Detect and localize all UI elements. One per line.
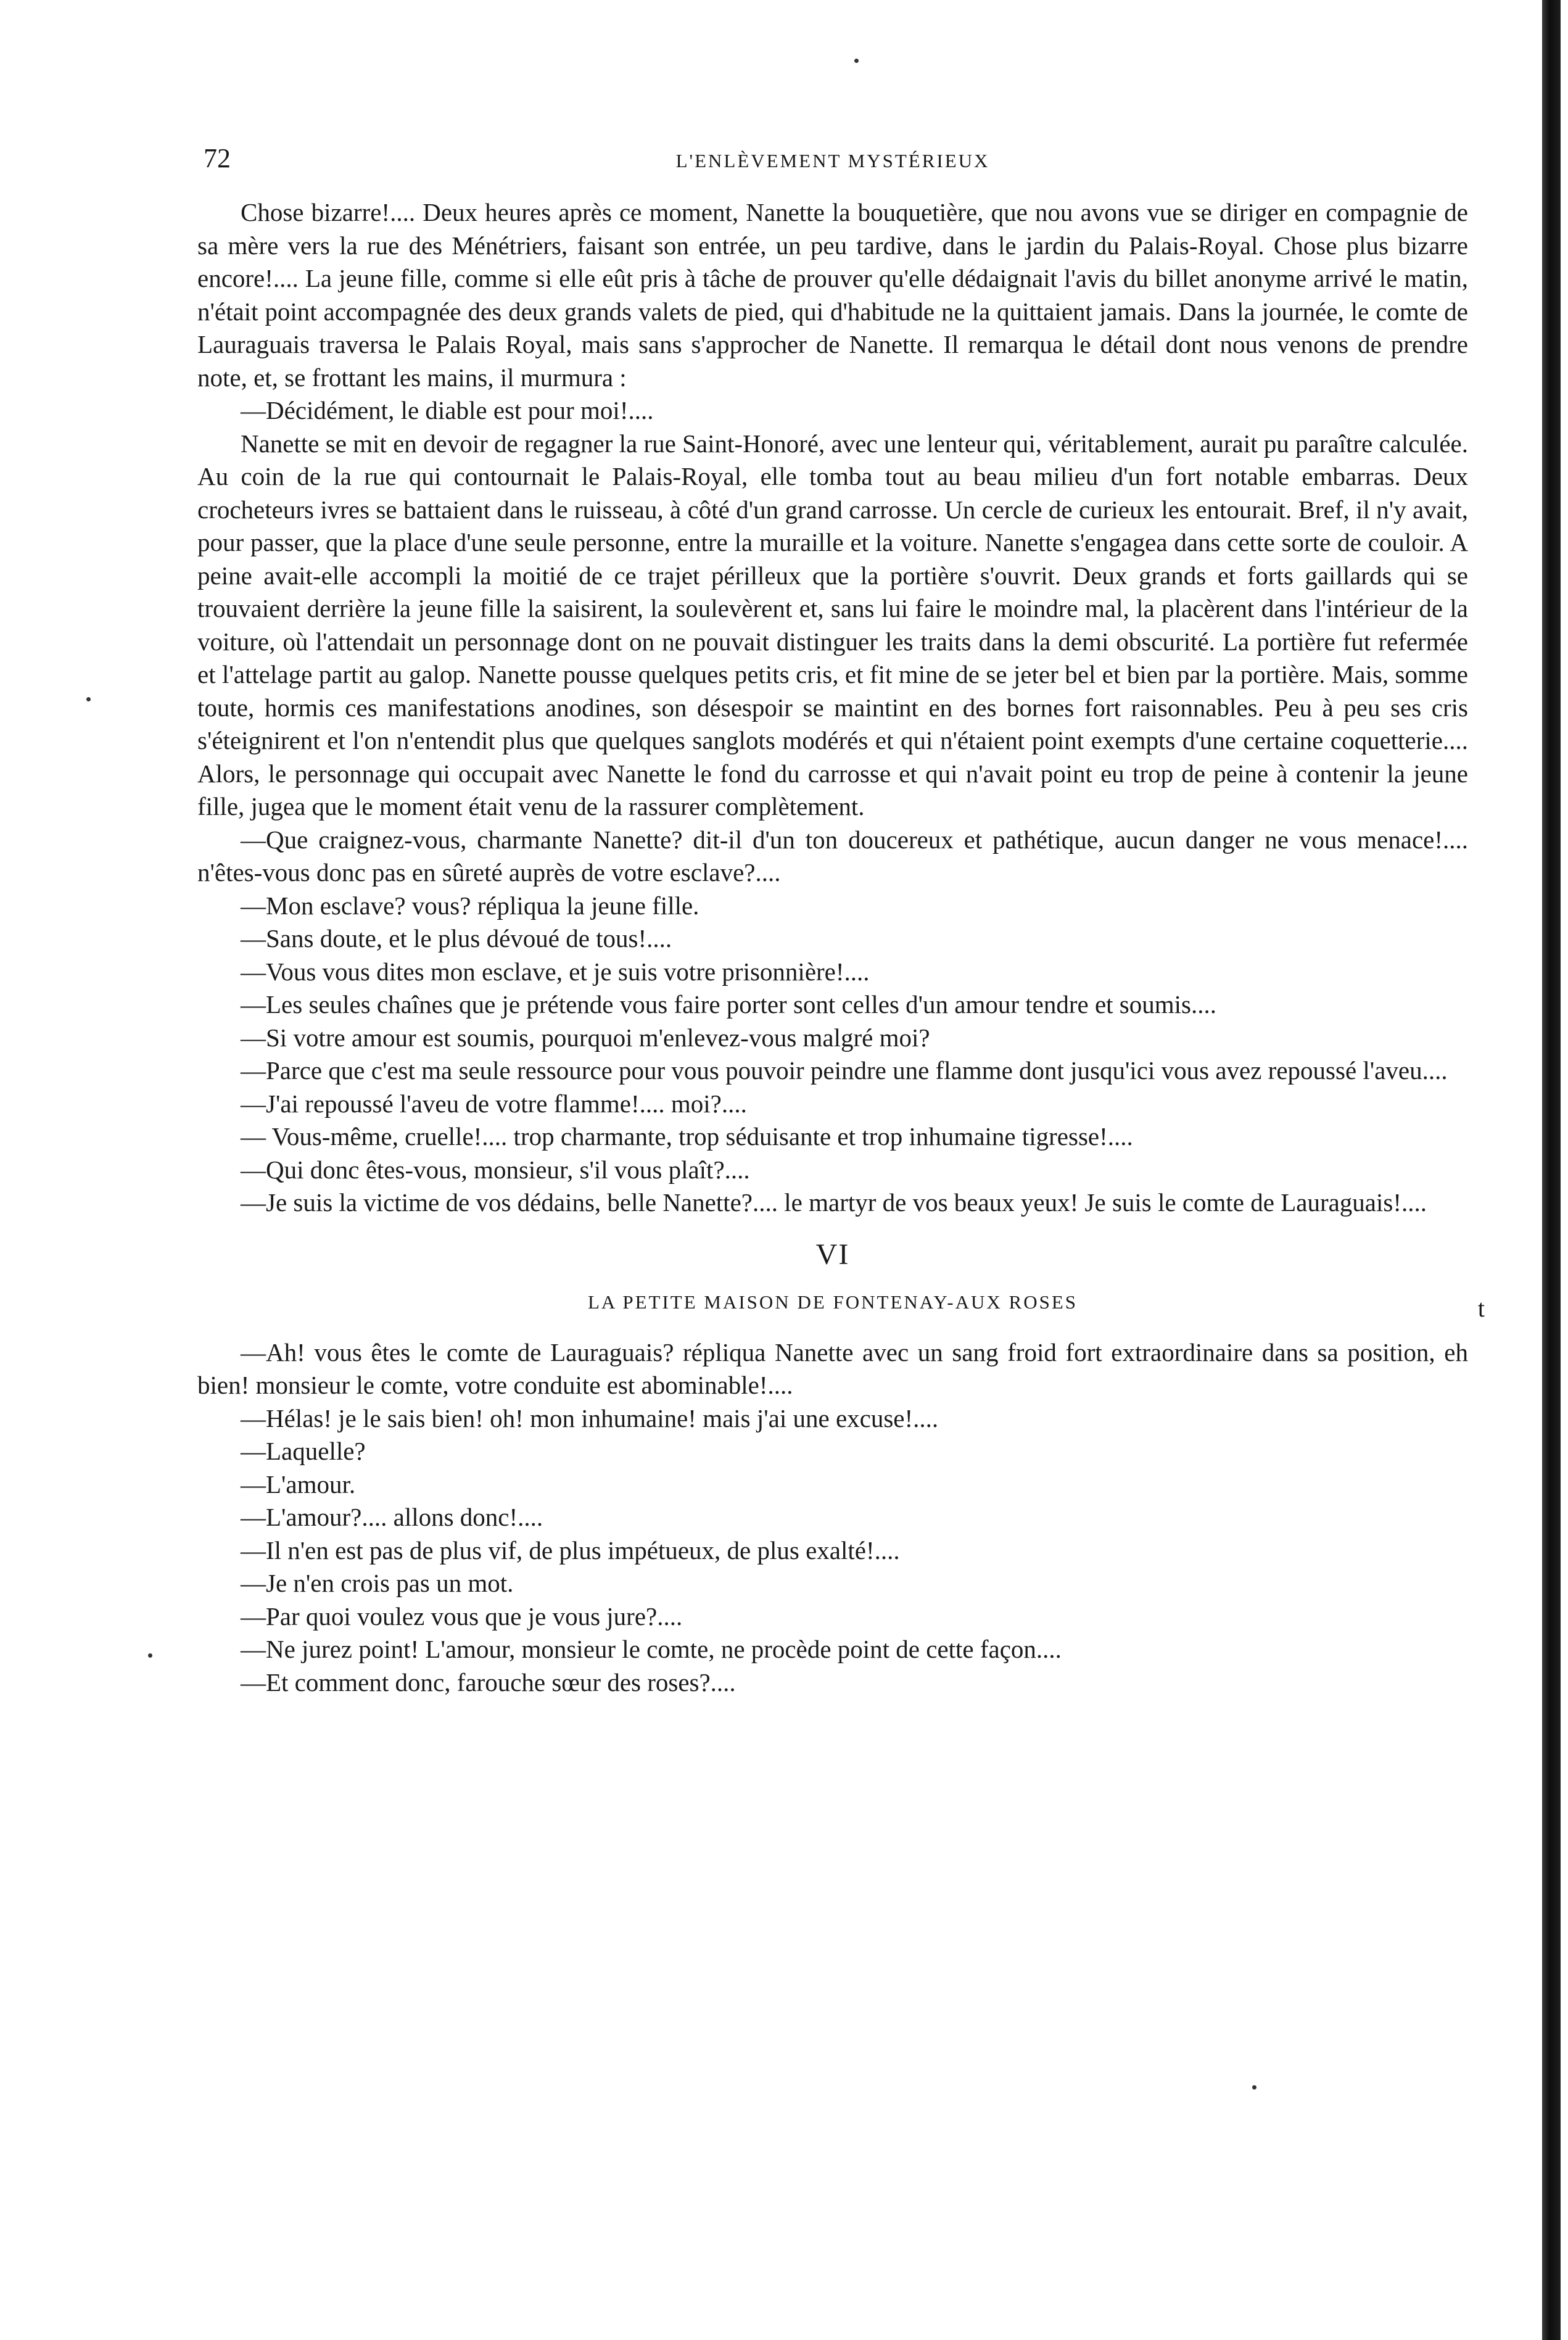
running-head <box>197 142 1468 185</box>
running-title: L'ENLÈVEMENT MYSTÉRIEUX <box>675 150 990 172</box>
dialogue-line: —Qui donc êtes-vous, monsieur, s'il vous plaît?.... <box>241 1155 750 1184</box>
dialogue-line: —Il n'en est pas de plus vif, de plus impétueux, de plus exalté!.... <box>241 1536 900 1565</box>
chapter-number: VI <box>815 1238 850 1271</box>
dialogue-line: — Vous-même, cruelle!.... trop charmante, trop séduisante et trop inhumaine tigresse!.... <box>241 1122 1133 1151</box>
dialogue-line: —Par quoi voulez vous que je vous jure?.... <box>241 1602 683 1631</box>
scan-speck <box>148 1653 152 1658</box>
dialogue-line: —Hélas! je le sais bien! oh! mon inhumaine! mais j'ai une excuse!.... <box>241 1404 939 1433</box>
dialogue-line: —Les seules chaînes que je prétende vous faire porter sont celles d'un amour tendre et soumis.... <box>241 990 1216 1019</box>
scan-edge <box>1542 0 1561 2340</box>
section-before <box>197 196 1468 1220</box>
dialogue-line: —Je suis la victime de vos dédains, belle Nanette?.... le martyr de vos beaux yeux! Je suis le comte de Lauraguais!.... <box>241 1188 1427 1217</box>
paragraph: Nanette se mit en devoir de regagner la rue Saint-Honoré, avec une lenteur qui, véritablement, aurait pu paraître calculée. Au coin de la rue qui contournait le Palais-Royal, elle tomba tout au beau milieu d'un fort notable embarras. Deux crocheteurs ivres se battaient dans le ruisseau, à côté d'un grand carrosse. Un cercle de curieux les entourait. Bref, il n'y avait, pour passer, que la place d'une seule personne, entre la muraille et la voiture. Nanette s'engagea dans cette sorte de couloir. A peine avait-elle accompli la moitié de ce trajet périlleux que la portière s'ouvrit. Deux grands et forts gaillards qui se trouvaient derrière la jeune fille la saisirent, la soulevèrent et, sans lui faire le moindre mal, la placèrent dans l'intérieur de la voiture, où l'attendait un personnage dont on ne pouvait distinguer les traits dans la demi obscurité. La portière fut refermée et l'attelage partit au galop. Nanette pousse quelques petits cris, et fit mine de se jeter bel et bien par la portière. Mais, somme toute, hormis ces manifestations anodines, son désespoir se maintint en des bornes fort raisonnables. Peu à peu ses cris s'éteignirent et l'on n'entendit plus que quelques sanglots modérés et qui n'étaient point exempts d'une certaine coquetterie.... Alors, le personnage qui occupait avec Nanette le fond du carrosse et qui n'avait point eu trop de peine à contenir la jeune fille, jugea que le moment était venu de la rassurer complètement. <box>197 429 1468 821</box>
dialogue-line: —Je n'en crois pas un mot. <box>241 1569 514 1597</box>
stray-mark: t <box>1477 1294 1487 1322</box>
dialogue-line: —Décidément, le diable est pour moi!.... <box>241 396 654 424</box>
dialogue-line: —L'amour. <box>241 1470 356 1499</box>
scan-speck <box>854 59 859 63</box>
dialogue-line: —Sans doute, et le plus dévoué de tous!.... <box>241 924 672 953</box>
dialogue-line: —Mon esclave? vous? répliqua la jeune fille. <box>241 891 699 920</box>
chapter-title <box>197 1286 1487 1322</box>
dialogue-line: —Si votre amour est soumis, pourquoi m'enlevez-vous malgré moi? <box>241 1023 930 1052</box>
paragraph: Chose bizarre!.... Deux heures après ce moment, Nanette la bouquetière, que nou avons vue se diriger en compagnie de sa mère vers la rue des Ménétriers, faisant son entrée, un peu tardive, dans le jardin du Palais-Royal. Chose plus bizarre encore!.... La jeune fille, comme si elle eût pris à tâche de prouver qu'elle dédaignait l'avis du billet anonyme arrivé le matin, n'était point accompagnée des deux grands valets de pied, qui d'habitude ne la quittaient jamais. Dans la journée, le comte de Lauraguais traversa le Palais Royal, mais sans s'approcher de Nanette. Il remarqua le détail dont nous venons de prendre note, et, se frottant les mains, il murmura : <box>197 198 1468 392</box>
dialogue-line: —Et comment donc, farouche sœur des roses?.... <box>241 1668 736 1697</box>
scan-speck <box>86 697 91 701</box>
dialogue-line: —Ne jurez point! L'amour, monsieur le comte, ne procède point de cette façon.... <box>241 1635 1062 1663</box>
section-after <box>197 1336 1468 1700</box>
scan-speck <box>1252 2085 1256 2090</box>
dialogue-line: —Vous vous dites mon esclave, et je suis votre prisonnière!.... <box>241 957 870 986</box>
page-body <box>197 142 1487 1699</box>
dialogue-line: —Que craignez-vous, charmante Nanette? dit-il d'un ton doucereux et pathétique, aucun danger ne vous menace!.... n'êtes-vous donc pas en sûreté auprès de votre esclave?.... <box>197 825 1468 887</box>
dialogue-line: —J'ai repoussé l'aveu de votre flamme!.... moi?.... <box>241 1089 747 1118</box>
chapter-title-text: LA PETITE MAISON DE FONTENAY-AUX ROSES <box>587 1291 1078 1313</box>
page-number: 72 <box>204 143 231 173</box>
dialogue-line: —Laquelle? <box>241 1437 366 1465</box>
dialogue-line: —Ah! vous êtes le comte de Lauraguais? répliqua Nanette avec un sang froid fort extraordinaire dans sa position, eh bien! monsieur le comte, votre conduite est abominable!.... <box>197 1337 1468 1399</box>
dialogue-line: —Parce que c'est ma seule ressource pour vous pouvoir peindre une flamme dont jusqu'ici vous avez repoussé l'aveu.... <box>241 1056 1448 1085</box>
dialogue-line: —L'amour?.... allons donc!.... <box>241 1503 543 1531</box>
